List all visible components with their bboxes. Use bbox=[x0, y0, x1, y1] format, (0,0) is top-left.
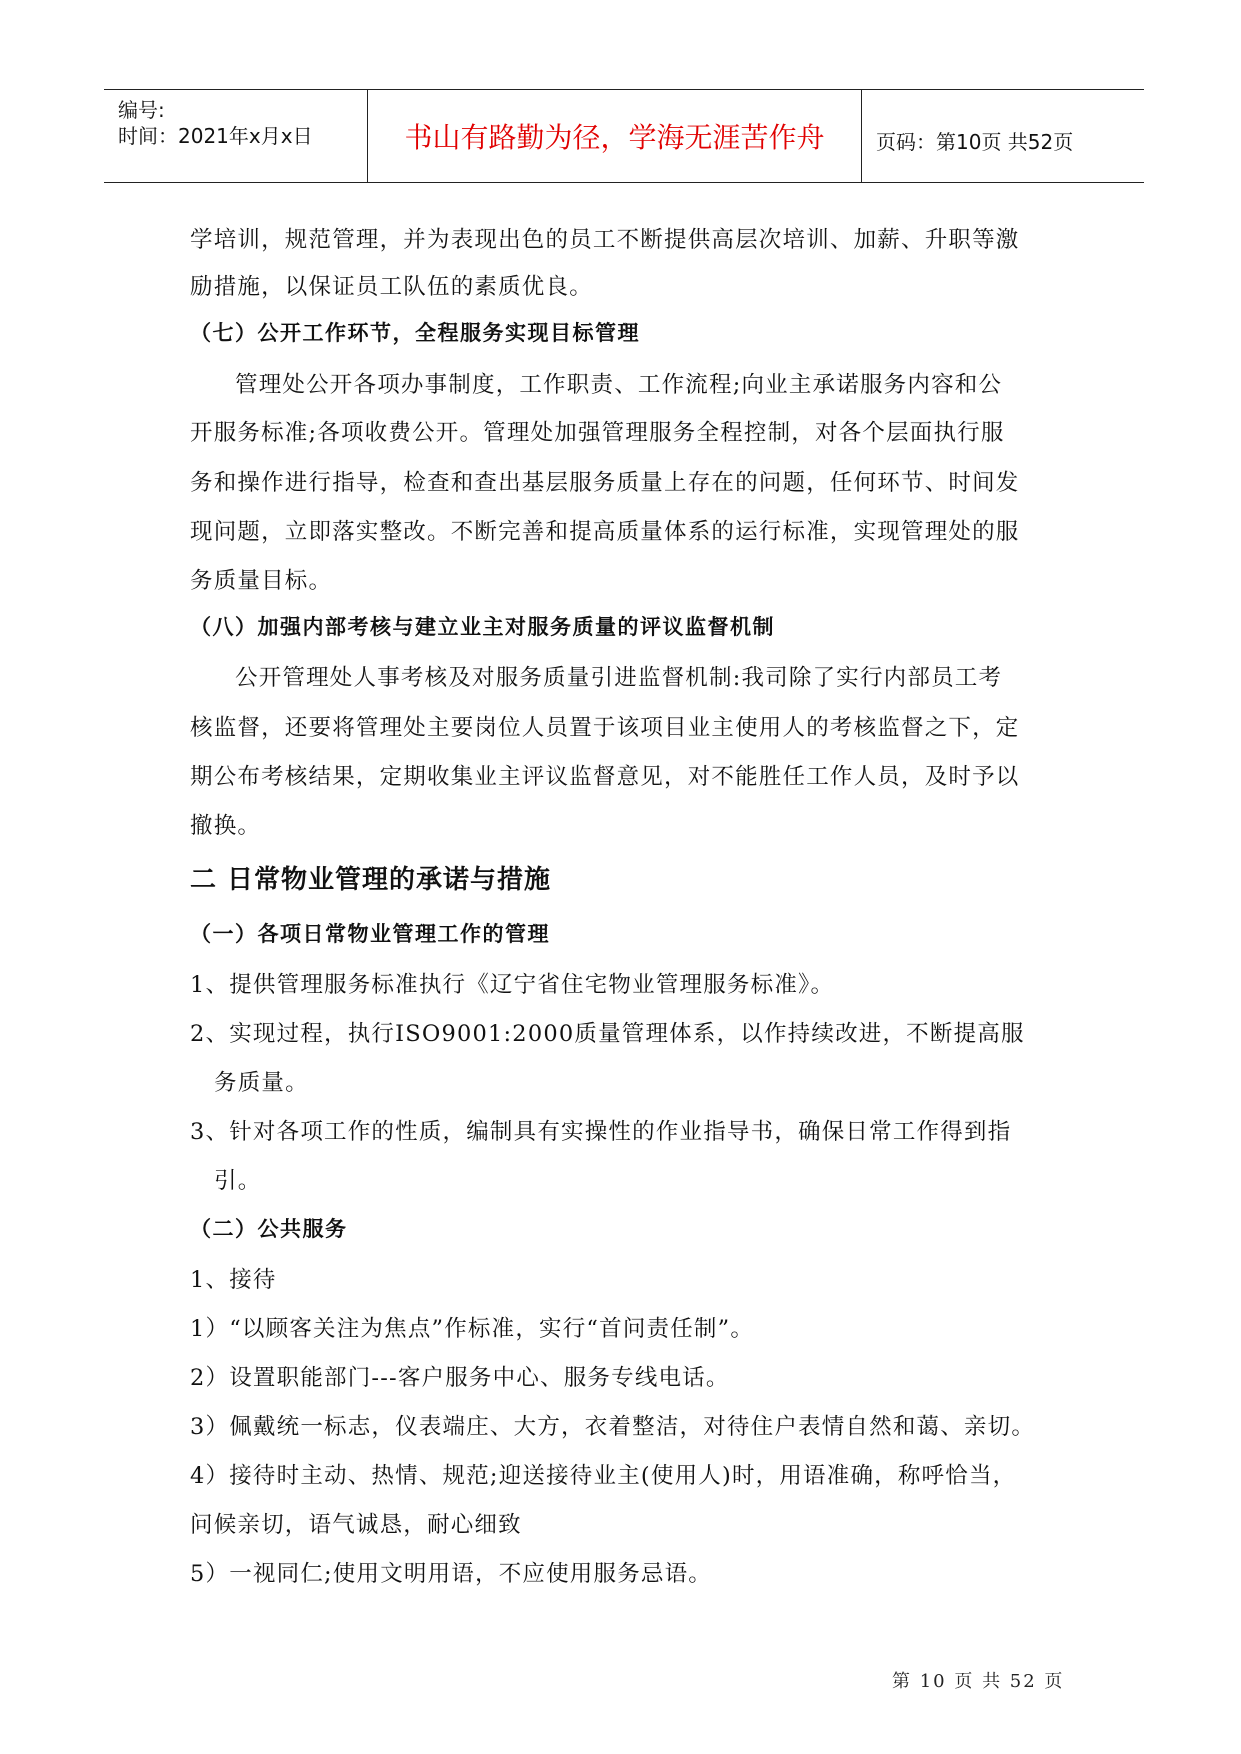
list-item: 2）设置职能部门---客户服务中心、服务专线电话。 bbox=[190, 1365, 730, 1391]
paragraph-line: 现问题，立即落实整改。不断完善和提高质量体系的运行标准，实现管理处的服 bbox=[190, 519, 1020, 545]
subsection-heading: （二）公共服务 bbox=[190, 1217, 348, 1241]
header-page-info: 页码：第10页 共52页 bbox=[876, 130, 1074, 154]
list-item: 3）佩戴统一标志，仪表端庄、大方，衣着整洁，对待住户表情自然和蔼、亲切。 bbox=[190, 1414, 1036, 1440]
header-motto-cell bbox=[368, 90, 862, 182]
document-header bbox=[104, 89, 1144, 183]
list-item: 3、针对各项工作的性质，编制具有实操性的作业指导书，确保日常工作得到指 bbox=[190, 1119, 1012, 1145]
list-item-continuation: 问候亲切，语气诚恳，耐心细致 bbox=[190, 1512, 522, 1538]
list-item: 5）一视同仁;使用文明用语，不应使用服务忌语。 bbox=[190, 1561, 712, 1587]
paragraph-line: 核监督，还要将管理处主要岗位人员置于该项目业主使用人的考核监督之下，定 bbox=[190, 715, 1020, 741]
paragraph-line: 务质量目标。 bbox=[190, 568, 333, 594]
paragraph-line: 公开管理处人事考核及对服务质量引进监督机制:我司除了实行内部员工考 bbox=[235, 665, 1003, 691]
list-item: 1、提供管理服务标准执行《辽宁省住宅物业管理服务标准》。 bbox=[190, 972, 835, 998]
section-heading: 二 日常物业管理的承诺与措施 bbox=[190, 865, 552, 895]
header-page-cell bbox=[862, 90, 1144, 182]
paragraph-line: 务和操作进行指导，检查和查出基层服务质量上存在的问题，任何环节、时间发 bbox=[190, 470, 1020, 496]
paragraph-line: 开服务标准;各项收费公开。管理处加强管理服务全程控制，对各个层面执行服 bbox=[190, 420, 1005, 446]
header-info-cell bbox=[104, 90, 368, 182]
subsection-heading: （一）各项日常物业管理工作的管理 bbox=[190, 922, 550, 946]
paragraph-line: 励措施，以保证员工队伍的素质优良。 bbox=[190, 274, 593, 300]
page-footer: 第 10 页 共 52 页 bbox=[892, 1671, 1065, 1692]
subsection-heading: （八）加强内部考核与建立业主对服务质量的评议监督机制 bbox=[190, 615, 775, 639]
list-item: 4）接待时主动、热情、规范;迎送接待业主(使用人)时，用语准确，称呼恰当， bbox=[190, 1463, 1017, 1489]
paragraph-line: 期公布考核结果，定期收集业主评议监督意见，对不能胜任工作人员，及时予以 bbox=[190, 764, 1020, 790]
subsection-heading: （七）公开工作环节，全程服务实现目标管理 bbox=[190, 321, 640, 345]
header-motto: 书山有路勤为径，学海无涯苦作舟 bbox=[404, 121, 825, 154]
document-number-label: 编号: bbox=[118, 98, 165, 122]
paragraph-line: 学培训，规范管理，并为表现出色的员工不断提供高层次培训、加薪、升职等激 bbox=[190, 227, 1020, 253]
paragraph-line: 管理处公开各项办事制度，工作职责、工作流程;向业主承诺服务内容和公 bbox=[235, 372, 1003, 398]
list-item-continuation: 引。 bbox=[214, 1168, 262, 1194]
list-item-continuation: 务质量。 bbox=[214, 1070, 309, 1096]
list-item: 1）“以顾客关注为焦点”作标准，实行“首问责任制”。 bbox=[190, 1316, 755, 1342]
paragraph-line: 撤换。 bbox=[190, 813, 262, 839]
list-item: 2、实现过程，执行ISO9001:2000质量管理体系，以作持续改进，不断提高服 bbox=[190, 1021, 1025, 1047]
document-time-label: 时间：2021年x月x日 bbox=[118, 124, 313, 148]
list-item: 1、接待 bbox=[190, 1267, 277, 1293]
